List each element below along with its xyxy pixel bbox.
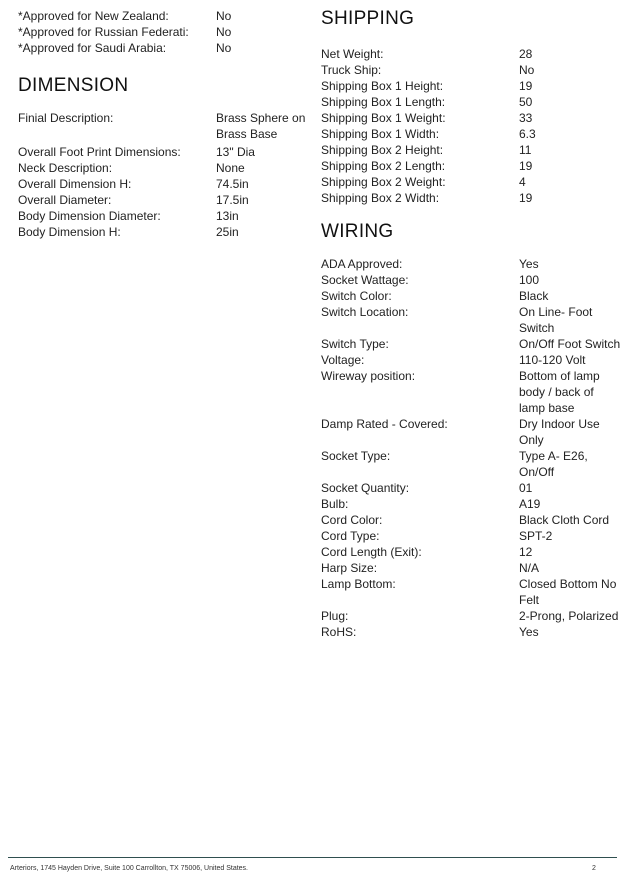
spec-value: On/Off Foot Switch [519, 337, 621, 351]
spec-row [321, 560, 621, 576]
spec-label: RoHS: [321, 625, 357, 639]
spec-label: Damp Rated - Covered: [321, 417, 448, 431]
footer-address: Arteriors, 1745 Hayden Drive, Suite 100 Carrollton, TX 75006, United States. [10, 865, 248, 872]
spec-label: Cord Color: [321, 513, 383, 527]
spec-row [321, 336, 621, 352]
spec-row [321, 158, 621, 174]
spec-value: Yes [519, 625, 539, 639]
spec-value: 74.5in [216, 177, 249, 191]
spec-value: Black Cloth Cord [519, 513, 610, 527]
spec-label: *Approved for New Zealand: [18, 9, 169, 23]
spec-value: No [216, 9, 232, 23]
spec-label: Cord Type: [321, 529, 380, 543]
spec-value: 13in [216, 209, 239, 223]
spec-label: Switch Color: [321, 289, 392, 303]
spec-row [321, 142, 621, 158]
spec-value: 17.5in [216, 193, 249, 207]
spec-row [321, 624, 621, 640]
spec-label: Voltage: [321, 353, 365, 367]
spec-row [321, 496, 621, 512]
spec-row [321, 110, 621, 126]
spec-label: Lamp Bottom: [321, 577, 396, 591]
spec-value: No [216, 41, 232, 55]
spec-row [321, 288, 621, 304]
spec-label: Switch Location: [321, 305, 409, 319]
spec-value: Closed Bottom No Felt [519, 577, 617, 607]
spec-value: 50 [519, 95, 533, 109]
spec-row [18, 208, 308, 224]
spec-label: ADA Approved: [321, 257, 403, 271]
spec-value: 19 [519, 191, 533, 205]
spec-label: Shipping Box 1 Weight: [321, 111, 446, 125]
spec-value: Bottom of lamp body / back of lamp base [519, 369, 600, 415]
spec-row [321, 576, 621, 608]
spec-row [321, 528, 621, 544]
spec-label: Shipping Box 2 Width: [321, 191, 440, 205]
spec-label: Overall Dimension H: [18, 177, 132, 191]
spec-value: 110-120 Volt [519, 353, 586, 367]
approvals-list [18, 8, 308, 56]
spec-row [321, 190, 621, 206]
spec-label: Harp Size: [321, 561, 378, 575]
spec-label: Net Weight: [321, 47, 384, 61]
spec-row [321, 544, 621, 560]
spec-label: Overall Foot Print Dimensions: [18, 145, 181, 159]
spec-label: Body Dimension H: [18, 225, 121, 239]
spec-value: Brass Sphere on Brass Base [216, 111, 306, 141]
right-column [321, 8, 621, 640]
spec-row [18, 144, 308, 160]
spec-label: Shipping Box 2 Length: [321, 159, 446, 173]
spec-label: Shipping Box 1 Height: [321, 79, 444, 93]
spec-row [18, 110, 308, 142]
spec-value: 12 [519, 545, 533, 559]
spec-label: Cord Length (Exit): [321, 545, 422, 559]
spec-value: A19 [519, 497, 541, 511]
spec-label: Bulb: [321, 497, 349, 511]
spec-row [321, 608, 621, 624]
spec-row [321, 256, 621, 272]
spec-value: 25in [216, 225, 239, 239]
spec-label: Overall Diameter: [18, 193, 112, 207]
spec-row [18, 24, 308, 40]
spec-label: *Approved for Russian Federati: [18, 25, 189, 39]
spec-label: Finial Description: [18, 111, 114, 125]
spec-row [321, 272, 621, 288]
spec-value: Black [519, 289, 549, 303]
spec-label: Truck Ship: [321, 63, 382, 77]
spec-label: Shipping Box 2 Height: [321, 143, 444, 157]
spec-label: Body Dimension Diameter: [18, 209, 161, 223]
page-number: 2 [592, 865, 596, 872]
spec-row [18, 8, 308, 24]
spec-value: 2-Prong, Polarized [519, 609, 619, 623]
spec-row [321, 46, 621, 62]
spec-label: Neck Description: [18, 161, 113, 175]
spec-row [321, 174, 621, 190]
footer-divider [8, 857, 617, 858]
spec-row [321, 304, 621, 336]
spec-label: Shipping Box 1 Width: [321, 127, 440, 141]
spec-row [321, 62, 621, 78]
spec-row [18, 224, 308, 240]
spec-row [321, 352, 621, 368]
spec-value: 01 [519, 481, 533, 495]
shipping-list [321, 46, 621, 206]
spec-row [321, 126, 621, 142]
spec-value: 33 [519, 111, 533, 125]
spec-label: Socket Type: [321, 449, 391, 463]
left-column [18, 8, 308, 240]
spec-value: 6.3 [519, 127, 536, 141]
spec-label: Socket Quantity: [321, 481, 410, 495]
spec-value: 19 [519, 159, 533, 173]
spec-row [321, 416, 621, 448]
spec-row [18, 40, 308, 56]
spec-value: None [216, 161, 245, 175]
spec-label: Wireway position: [321, 369, 416, 383]
dimension-list [18, 110, 308, 240]
shipping-heading: SHIPPING [321, 8, 415, 29]
spec-row [321, 512, 621, 528]
spec-label: *Approved for Saudi Arabia: [18, 41, 167, 55]
spec-value: 11 [519, 143, 532, 157]
spec-value: Dry Indoor Use Only [519, 417, 600, 447]
spec-row [18, 192, 308, 208]
spec-label: Plug: [321, 609, 349, 623]
wiring-list [321, 256, 621, 640]
spec-value: 100 [519, 273, 540, 287]
spec-value: 19 [519, 79, 533, 93]
spec-value: Type A- E26, On/Off [519, 449, 588, 479]
spec-label: Socket Wattage: [321, 273, 409, 287]
spec-value: 4 [519, 175, 526, 189]
spec-row [18, 176, 308, 192]
spec-value: Yes [519, 257, 539, 271]
spec-value: SPT-2 [519, 529, 553, 543]
spec-row [321, 78, 621, 94]
spec-row [321, 448, 621, 480]
spec-label: Shipping Box 2 Weight: [321, 175, 446, 189]
spec-value: On Line- Foot Switch [519, 305, 593, 335]
spec-value: 28 [519, 47, 533, 61]
dimension-heading: DIMENSION [18, 75, 129, 96]
spec-row [321, 94, 621, 110]
spec-label: Shipping Box 1 Length: [321, 95, 446, 109]
spec-row [321, 368, 621, 416]
spec-label: Switch Type: [321, 337, 389, 351]
spec-row [321, 480, 621, 496]
spec-row [18, 160, 308, 176]
spec-value: No [216, 25, 232, 39]
spec-value: N/A [519, 561, 540, 575]
spec-value: 13" Dia [216, 145, 255, 159]
wiring-heading: WIRING [321, 221, 394, 242]
spec-value: No [519, 63, 535, 77]
